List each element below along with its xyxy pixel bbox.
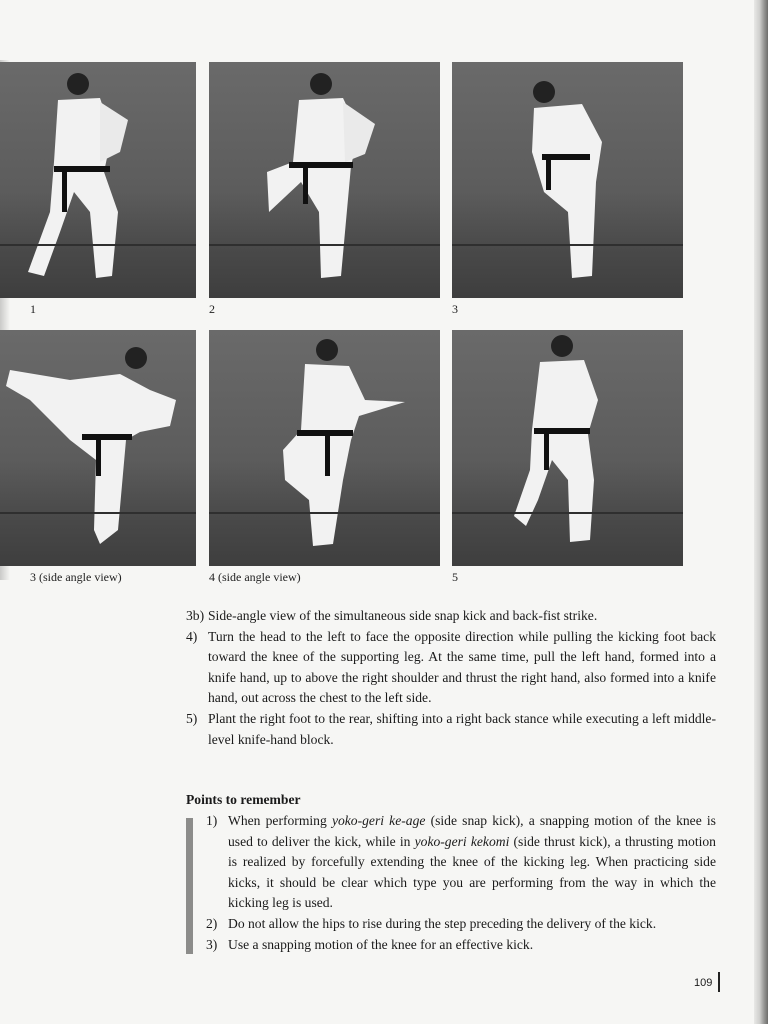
point-item bbox=[206, 914, 716, 935]
photo-3 bbox=[452, 62, 683, 298]
points-list bbox=[206, 811, 716, 955]
karateka-figure-1 bbox=[0, 62, 196, 298]
term-side-snap-kick: yoko-geri ke-age bbox=[331, 813, 426, 828]
photo-caption-5: 5 bbox=[452, 570, 458, 584]
photo-1 bbox=[0, 62, 196, 298]
step-text: Plant the right foot to the rear, shifting into a right back stance while executing a left middle-level knife-hand block. bbox=[208, 710, 716, 747]
point-text: When performing yoko-geri ke-age (side snap kick), a snapping motion of the knee is used to deliver the kick, while in yoko-geri kekomi (side thrust kick), a thrusting motion is realized by forcefully extending the knee of the kicking leg. When practicing side kicks, it should be clear which type you are performing from the way in which the kicking leg is used. bbox=[228, 813, 716, 911]
point-number: 3) bbox=[206, 936, 218, 952]
step-text: Turn the head to the left to face the opposite direction while pulling the kicking foot back toward the knee of the supporting leg. At the same time, pull the left hand, formed into a knife hand, up to above the right shoulder and thrust the right hand, also formed into a knife hand, out across the chest to the left side. bbox=[208, 628, 716, 706]
points-side-bar bbox=[186, 818, 193, 954]
karateka-figure-4-side bbox=[209, 330, 440, 566]
point-text: Do not allow the hips to rise during the step preceding the delivery of the kick. bbox=[228, 915, 657, 931]
point-text: Use a snapping motion of the knee for an effective kick. bbox=[228, 936, 534, 952]
point-item bbox=[206, 811, 716, 914]
karateka-figure-2 bbox=[209, 62, 440, 298]
karateka-figure-3 bbox=[452, 62, 683, 298]
step-item bbox=[186, 627, 716, 709]
points-heading: Points to remember bbox=[186, 792, 301, 807]
photo-caption-4-side: 4 (side angle view) bbox=[209, 570, 301, 584]
page-number: 109 bbox=[694, 977, 713, 989]
step-list bbox=[186, 606, 716, 750]
karateka-figure-3-side bbox=[0, 330, 196, 566]
karateka-figure-5 bbox=[452, 330, 683, 566]
photo-3-side bbox=[0, 330, 196, 566]
photo-caption-1: 1 bbox=[30, 302, 36, 316]
step-number: 5) bbox=[186, 710, 198, 726]
page-edge-shadow bbox=[754, 0, 768, 1024]
photo-caption-3-side: 3 (side angle view) bbox=[30, 570, 122, 584]
photo-4-side bbox=[209, 330, 440, 566]
point-number: 1) bbox=[206, 813, 218, 828]
photo-5 bbox=[452, 330, 683, 566]
step-item bbox=[186, 606, 716, 627]
step-text: Side-angle view of the simultaneous side snap kick and back-fist strike. bbox=[208, 608, 598, 623]
point-number: 2) bbox=[206, 915, 218, 931]
step-number: 3b) bbox=[186, 608, 205, 623]
point-item bbox=[206, 935, 716, 956]
step-number: 4) bbox=[186, 628, 198, 644]
photo-caption-3: 3 bbox=[452, 302, 458, 316]
step-item bbox=[186, 709, 716, 750]
page-number-rule bbox=[718, 972, 720, 992]
photo-caption-2: 2 bbox=[209, 302, 215, 316]
photo-2 bbox=[209, 62, 440, 298]
term-side-thrust-kick: yoko-geri kekomi bbox=[414, 833, 510, 849]
